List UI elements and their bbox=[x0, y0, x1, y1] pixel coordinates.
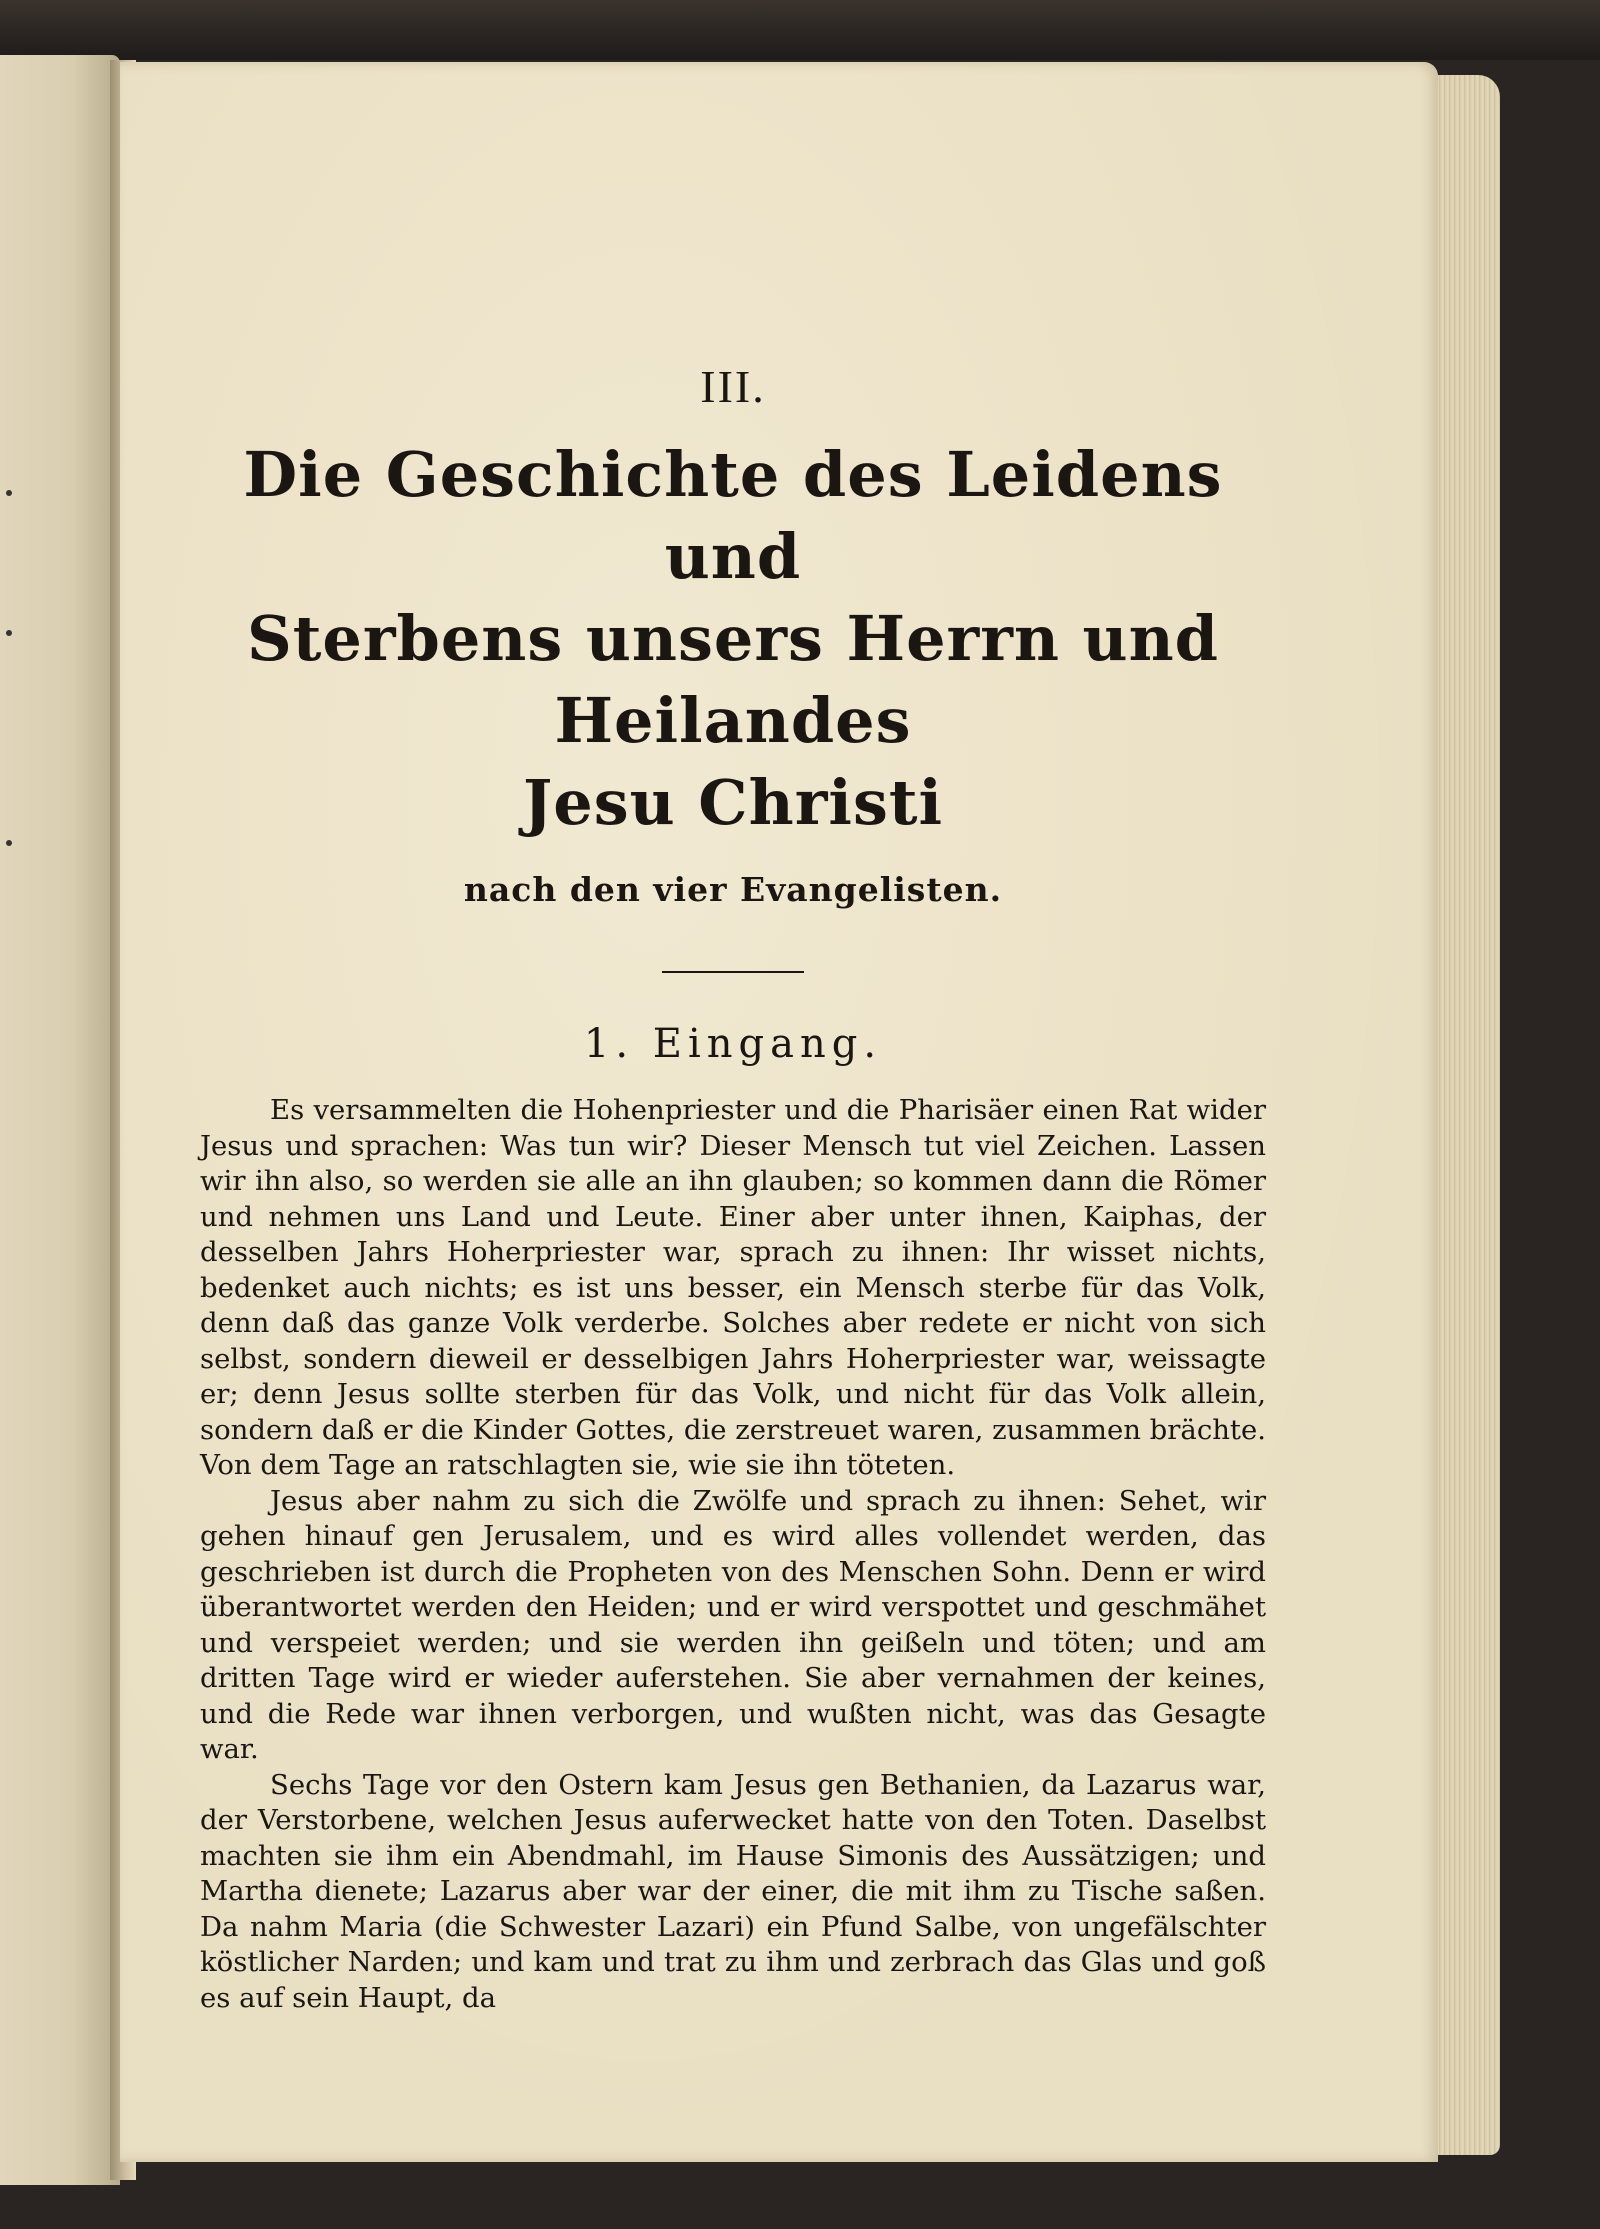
margin-mark bbox=[6, 840, 12, 846]
paragraph: Sechs Tage vor den Ostern kam Jesus gen Bethanien, da Lazarus war, der Verstorbene, welchen Jesus auferwecket hatte von den Toten. Daselbst machten sie ihm ein Abendmahl, im Hause Simonis des Aussätzigen; und Martha dienete; Lazarus aber war der einer, die mit ihm zu Tische saßen. Da nahm Maria (die Schwester Lazari) ein Pfund Salbe, von ungefälschter köstlicher Narden; und kam und trat zu ihm und zerbrach das Glas und goß es auf sein Haupt, da bbox=[200, 1768, 1266, 2014]
paragraph: Jesus aber nahm zu sich die Zwölfe und sprach zu ihnen: Sehet, wir gehen hinauf gen Jerusalem, und es wird alles vollendet werden, das geschrieben ist durch die Propheten von des Menschen Sohn. Denn er wird überantwortet werden den Heiden; und er wird verspottet und geschmähet und verspeiet werden; und sie werden ihn geißeln und töten; und am dritten Tage wird er wieder auferstehen. Sie aber vernahmen der keines, und die Rede war ihnen verborgen, und wußten nicht, was das Gesagte war. bbox=[200, 1484, 1266, 1765]
chapter-title-line: Die Geschichte des Leidens und bbox=[243, 438, 1223, 593]
paragraph: Es versammelten die Hohenpriester und die Pharisäer einen Rat wider Jesus und sprachen: Was tun wir? Dieser Mensch tut viel Zeichen. Lassen wir ihn also, so werden sie alle an ihn glauben; so kommen dann die Römer und nehmen uns Land und Leute. Einer aber unter ihnen, Kaiphas, der desselben Jahrs Hoherpriester war, sprach zu ihnen: Ihr wisset nichts, bedenket auch nichts; es ist uns besser, ein Mensch sterbe für das Volk, denn daß das ganze Volk verderbe. Solches aber redete er nicht von sich selbst, sondern dieweil er desselbigen Jahrs Hoherpriester war, weissagte er; denn Jesus sollte sterben für das Volk, und nicht für das Volk allein, sondern daß er die Kinder Gottes, die zerstreuet waren, zusammen brächte. Von dem Tage an ratschlagten sie, wie sie ihn töteten. bbox=[200, 1094, 1267, 1481]
body-text bbox=[200, 1093, 1266, 2016]
chapter-title-line: Sterbens unsers Herrn und Heilandes bbox=[246, 602, 1220, 757]
chapter-number: III. bbox=[700, 361, 766, 412]
page-stack-edge bbox=[1430, 75, 1500, 2155]
margin-mark bbox=[6, 490, 12, 496]
chapter-title-line: Jesu Christi bbox=[522, 766, 944, 839]
page-content bbox=[200, 360, 1266, 2016]
chapter-subtitle: nach den vier Evangelisten. bbox=[463, 870, 1003, 909]
left-page-edge bbox=[0, 55, 120, 2185]
section-heading: 1. Eingang. bbox=[583, 1021, 883, 1067]
margin-mark bbox=[6, 630, 12, 636]
divider-rule bbox=[662, 971, 804, 973]
book-cover-edge bbox=[0, 0, 1600, 60]
chapter-title bbox=[200, 434, 1266, 844]
